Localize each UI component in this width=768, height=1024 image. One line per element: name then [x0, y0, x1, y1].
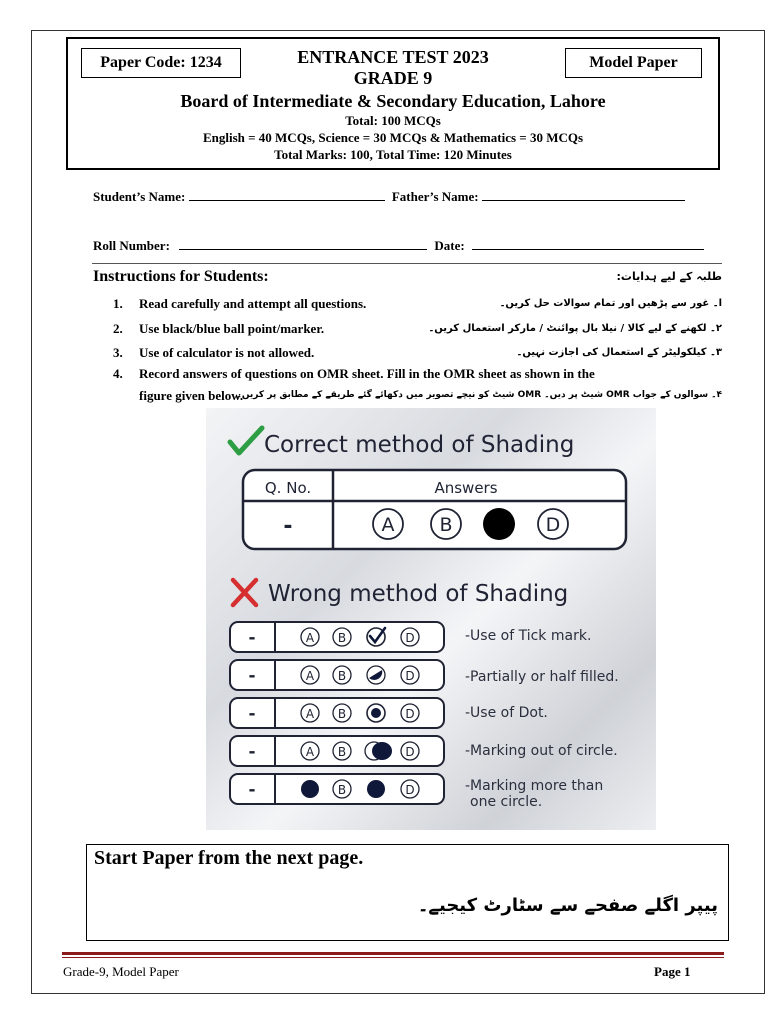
option-label: A — [381, 514, 395, 536]
wrong-row-partial — [230, 660, 444, 690]
correct-method-title: Correct method of Shading — [264, 432, 575, 458]
date-field[interactable] — [472, 237, 704, 250]
board-name: Board of Intermediate & Secondary Education, Lahore — [180, 91, 606, 111]
page-number: Page 1 — [654, 964, 691, 979]
svg-text:B: B — [337, 631, 347, 645]
svg-text:B: B — [337, 745, 347, 759]
svg-text:-: - — [248, 704, 256, 724]
footer-label: Grade-9, Model Paper — [63, 964, 179, 979]
svg-text:A: A — [305, 745, 315, 759]
instructions-title-urdu: طلبہ کے لیے ہدایات: — [616, 270, 722, 283]
wrong-row-multiple — [230, 774, 444, 804]
total-mcqs: Total: 100 MCQs — [345, 113, 441, 128]
svg-text:B: B — [337, 669, 347, 683]
wrong-row-tick — [230, 622, 444, 652]
model-paper-box: Model Paper — [565, 48, 702, 78]
footer-rule-thin — [62, 957, 724, 958]
svg-text:-: - — [248, 742, 256, 762]
svg-text:D: D — [405, 631, 415, 645]
father-name-field[interactable] — [482, 188, 685, 201]
instruction-item: 2. Use black/blue ball point/marker. — [113, 321, 325, 336]
name-row — [93, 188, 685, 205]
student-name-label: Student’s Name: — [93, 189, 186, 204]
instructions-title: Instructions for Students: — [93, 268, 269, 285]
divider — [92, 263, 722, 264]
exam-title: ENTRANCE TEST 2023 — [297, 47, 489, 67]
instruction-item-continued: figure given below. — [139, 388, 244, 403]
instruction-item-urdu: ۲۔ لکھنے کے لیے کالا / نیلا بال پوائنٹ / مارکر استعمال کریں۔ — [428, 323, 722, 334]
wrong-row-label: -Use of Dot. — [465, 705, 548, 721]
wrong-row-label-cont: one circle. — [470, 794, 543, 810]
svg-text:A: A — [305, 669, 315, 683]
wrong-row-label: -Partially or half filled. — [465, 669, 619, 685]
qno-header: Q. No. — [264, 479, 312, 497]
roll-number-label: Roll Number: — [93, 238, 170, 253]
instruction-item: 3. Use of calculator is not allowed. — [113, 345, 315, 360]
header-box — [66, 37, 720, 170]
option-bubble-filled — [483, 508, 515, 540]
roll-row — [93, 237, 704, 254]
marks-and-time: Total Marks: 100, Total Time: 120 Minutes — [274, 147, 512, 162]
svg-text:-: - — [248, 780, 256, 800]
omr-shading-figure — [206, 408, 656, 830]
footer-rule — [62, 952, 724, 955]
question-number: - — [283, 514, 293, 539]
paper-code-box: Paper Code: 1234 — [81, 48, 241, 78]
wrong-row-dot — [230, 698, 444, 728]
start-notice-urdu: پیپر اگلے صفحے سے سٹارٹ کیجیے۔ — [417, 895, 718, 916]
student-name-field[interactable] — [189, 188, 385, 201]
option-label: D — [545, 514, 561, 536]
subject-breakdown: English = 40 MCQs, Science = 30 MCQs & Mathematics = 30 MCQs — [202, 130, 584, 145]
wrong-row-label: -Marking more than — [465, 778, 604, 794]
svg-text:A: A — [305, 631, 315, 645]
svg-text:-: - — [248, 628, 256, 648]
option-label: B — [439, 514, 453, 536]
svg-text:D: D — [405, 669, 415, 683]
check-icon — [230, 428, 262, 453]
svg-text:D: D — [405, 783, 415, 797]
start-notice-box — [86, 844, 729, 941]
roll-number-field[interactable] — [179, 237, 427, 250]
svg-text:B: B — [337, 783, 347, 797]
answers-header: Answers — [434, 479, 498, 497]
wrong-row-label: -Marking out of circle. — [465, 743, 618, 759]
svg-text:B: B — [337, 707, 347, 721]
instruction-item-urdu: ۳۔ کیلکولیٹر کے استعمال کی اجازت نہیں۔ — [516, 347, 722, 358]
instruction-item-urdu: ۴۔ سوالوں کے جواب OMR شیٹ پر دیں۔ OMR شیٹ کو نیچے تصویر میں دکھائے گئے طریقے کے مطابق پر کریں۔ — [236, 390, 722, 400]
start-notice-text: Start Paper from the next page. — [94, 847, 364, 869]
svg-text:D: D — [405, 707, 415, 721]
svg-text:-: - — [248, 666, 256, 686]
date-label: Date: — [434, 238, 465, 253]
svg-text:D: D — [405, 745, 415, 759]
instruction-item-urdu: ا۔ غور سے پڑھیں اور تمام سوالات حل کریں۔ — [499, 298, 722, 309]
instruction-item: 1. Read carefully and attempt all questions. — [113, 296, 367, 311]
grade-title: GRADE 9 — [353, 68, 433, 88]
wrong-row-label: -Use of Tick mark. — [465, 628, 592, 644]
svg-text:A: A — [305, 707, 315, 721]
wrong-row-out-of-circle — [230, 736, 444, 766]
instruction-item: 4. Record answers of questions on OMR sheet. Fill in the OMR sheet as shown in the — [113, 366, 595, 381]
wrong-method-title: Wrong method of Shading — [268, 581, 569, 607]
cross-icon — [233, 580, 256, 605]
father-name-label: Father’s Name: — [391, 189, 479, 204]
